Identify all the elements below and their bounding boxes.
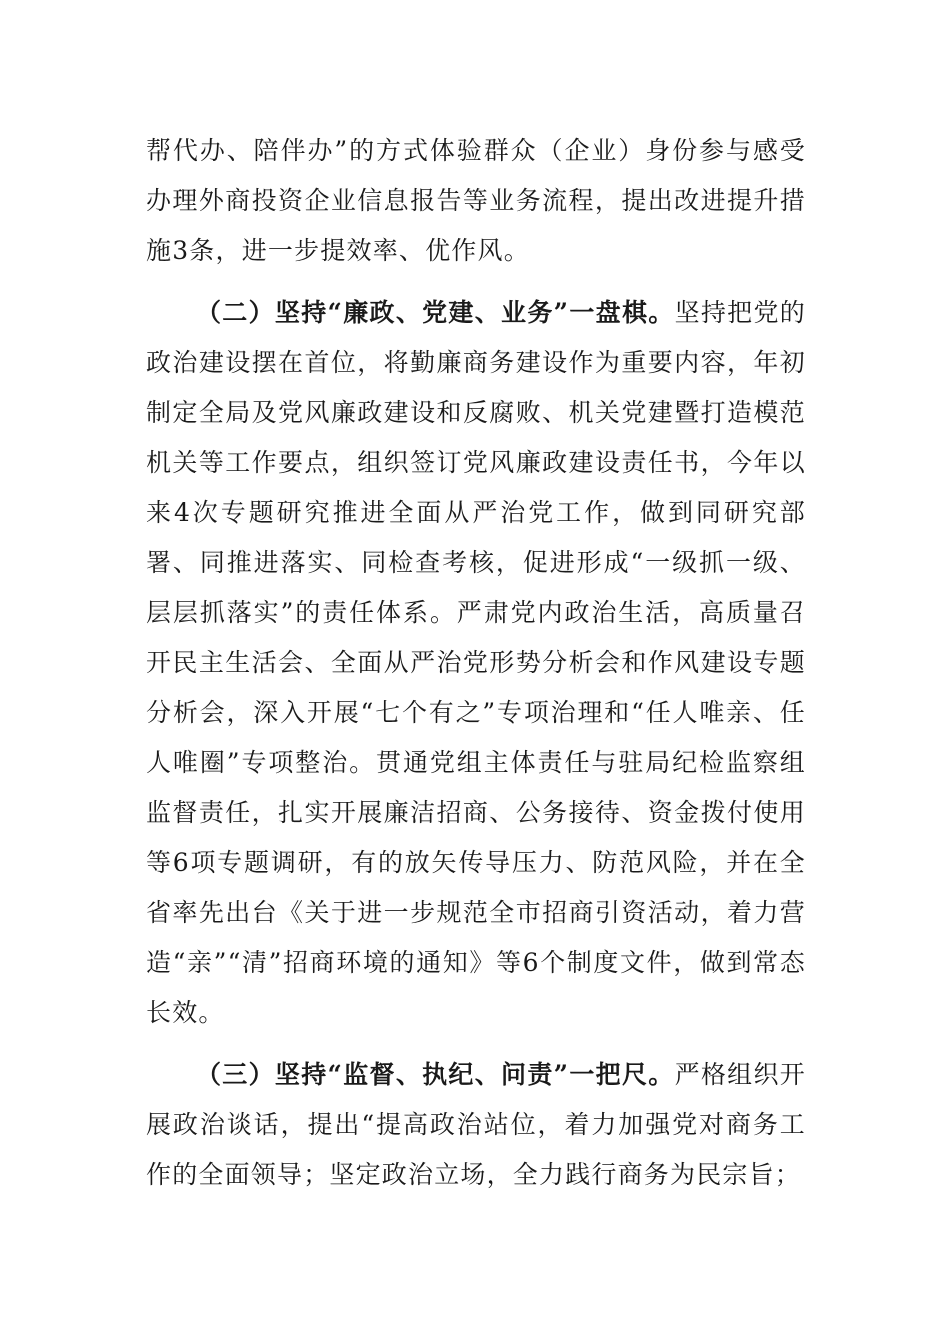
- document-page: [146, 126, 806, 1200]
- section-heading-2: （二）坚持“廉政、党建、业务”一盘棋。: [196, 298, 675, 327]
- paragraph-2-body: 坚持把党的政治建设摆在首位，将勤廉商务建设作为重要内容，年初制定全局及党风廉政建设和反腐败、机关党建暨打造模范机关等工作要点，组织签订党风廉政建设责任书，今年以来4次专题研究推进全面从严治党工作，做到同研究部署、同推进落实、同检查考核，促进形成“一级抓一级、层层抓落实”的责任体系。严肃党内政治生活，高质量召开民主生活会、全面从严治党形势分析会和作风建设专题分析会，深入开展“七个有之”专项治理和“任人唯亲、任人唯圈”专项整治。贯通党组主体责任与驻局纪检监察组监督责任，扎实开展廉洁招商、公务接待、资金拨付使用等6项专题调研，有的放矢传导压力、防范风险，并在全省率先出台《关于进一步规范全市招商引资活动，着力营造“亲”“清”招商环境的通知》等6个制度文件，做到常态长效。: [146, 298, 806, 1027]
- paragraph-1: [146, 126, 806, 276]
- section-heading-3: （三）坚持“监督、执纪、问责”一把尺。: [196, 1060, 675, 1089]
- paragraph-2: [146, 288, 806, 1038]
- paragraph-1-body: 帮代办、陪伴办”的方式体验群众（企业）身份参与感受办理外商投资企业信息报告等业务流程，提出改进提升措施3条，进一步提效率、优作风。: [146, 136, 806, 265]
- paragraph-3-body: 严格组织开展政治谈话，提出“提高政治站位，着力加强党对商务工作的全面领导；坚定政治立场，全力践行商务为民宗旨；: [146, 1060, 806, 1189]
- paragraph-3: [146, 1050, 806, 1200]
